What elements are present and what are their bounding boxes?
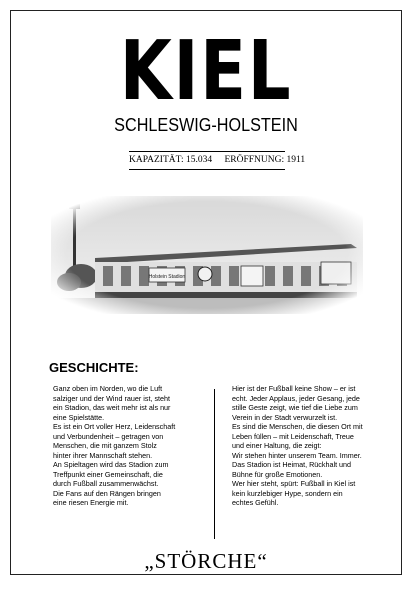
history-line: Es ist ein Ort voller Herz, Leidenschaft [53, 422, 176, 431]
history-line: Leben füllen – mit Leidenschaft, Treue [232, 431, 354, 441]
history-line: Es sind die Menschen, die diesen Ort mit [232, 422, 363, 431]
history-line: An Spieltagen wird das Stadion zum [53, 460, 169, 469]
history-line: und Verbundenheit – getragen von [53, 431, 164, 441]
history-line: durch Fußball zusammenwächst. [53, 479, 159, 488]
history-line: salziger und der Wind rauer ist, steht [53, 393, 171, 403]
history-line: Verein in der Stadt verwurzelt ist. [232, 412, 338, 422]
history-line: echtes Gefühl. [232, 498, 279, 507]
history-left-column [53, 384, 201, 508]
history-right-column [232, 384, 382, 508]
club-nickname: „STÖRCHE“ [144, 549, 268, 573]
history-line: und einer Haltung, die zeigt: [232, 441, 322, 450]
history-line: eine riesen Energie mit. [53, 498, 129, 507]
city-title: KIEL [119, 24, 293, 119]
stadium-photo [51, 196, 363, 314]
history-line: Die Fans auf den Rängen bringen [53, 488, 161, 498]
history-line: Das Stadion ist Heimat, Rückhalt und [232, 460, 352, 469]
opened-text: ERÖFFNUNG: 1911 [224, 155, 306, 165]
capacity-text: KAPAZITÄT: 15.034 [129, 155, 213, 165]
poster [10, 10, 402, 575]
history-line: Treffpunkt einer Gemeinschaft, die [53, 469, 163, 479]
history-line: kein kurzlebiger Hype, sondern ein [232, 488, 343, 498]
column-divider [214, 389, 215, 539]
history-line: stille Geste zeigt, wie tief die Liebe zum [232, 403, 358, 412]
region-subtitle: SCHLESWIG-HOLSTEIN [114, 115, 298, 135]
history-line: hinter ihrer Mannschaft stehen. [53, 450, 153, 460]
history-line: Hier ist der Fußball keine Show – er ist [232, 384, 356, 393]
history-line: Wer hier steht, spürt: Fußball in Kiel ist [232, 479, 356, 488]
history-line: Ganz oben im Norden, wo die Luft [53, 384, 163, 393]
history-line: eine Spielstätte. [53, 412, 105, 422]
history-line: ein Stadion, das weit mehr ist als nur [53, 403, 171, 412]
history-line: Wir stehen hinter unserem Team. Immer. [232, 450, 362, 460]
history-line: Menschen, die mit ganzem Stolz [53, 441, 157, 450]
stadium-facts [129, 151, 306, 170]
history-line: echt. Jeder Applaus, jeder Gesang, jede [232, 393, 360, 403]
history-line: Bühne für große Emotionen. [232, 469, 323, 479]
history-heading: GESCHICHTE: [49, 360, 139, 375]
